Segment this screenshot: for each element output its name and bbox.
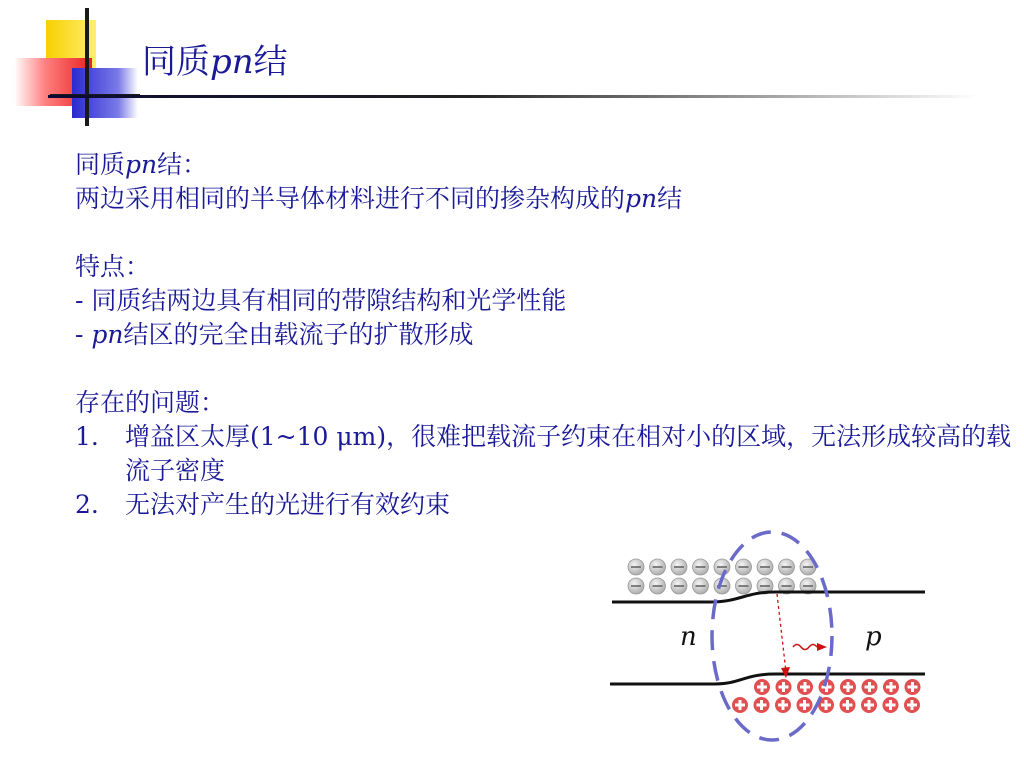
- photon-arrowhead: [817, 643, 827, 651]
- hole-symbol: [732, 697, 748, 713]
- p-region-label: p: [865, 622, 882, 652]
- electron-symbol: [779, 559, 795, 575]
- deco-blue-square: [72, 68, 138, 118]
- electron-symbol: [671, 578, 687, 594]
- hole-symbol: [840, 679, 856, 695]
- electron-symbol: [757, 559, 773, 575]
- hole-symbol: [883, 679, 899, 695]
- features-heading: 特点：: [75, 252, 151, 281]
- electron-symbol: [736, 559, 752, 575]
- hole-symbol: [797, 679, 813, 695]
- hole-symbol: [776, 679, 792, 695]
- electron-symbol: [671, 559, 687, 575]
- hole-symbol: [754, 697, 770, 713]
- definition-text: 两边采用相同的半导体材料进行不同的掺杂构成的pn结: [75, 184, 683, 213]
- electron-symbol: [628, 578, 644, 594]
- electron-symbol: [628, 559, 644, 575]
- photon-wave-icon: [793, 645, 817, 650]
- n-region-label: n: [680, 622, 697, 652]
- pn-junction-band-diagram: [600, 530, 940, 750]
- hole-symbol: [775, 697, 791, 713]
- problem-item: 1. 增益区太厚(1~10 μm)，很难把载流子约束在相对小的区域，无法形成较高的载流子密度: [75, 422, 1012, 485]
- hole-symbol: [862, 679, 878, 695]
- title-decoration: [0, 0, 140, 130]
- electron-symbol: [693, 578, 709, 594]
- problem-item: 2. 无法对产生的光进行有效约束: [75, 490, 451, 519]
- electron-symbol: [650, 559, 666, 575]
- electron-symbol: [736, 578, 752, 594]
- recombination-arrow: [777, 594, 786, 672]
- electron-symbol: [650, 578, 666, 594]
- hole-symbol: [883, 697, 899, 713]
- hole-symbol: [861, 697, 877, 713]
- page-title: 同质pn结: [142, 42, 288, 82]
- hole-symbol: [797, 697, 813, 713]
- feature-item: - 同质结两边具有相同的带隙结构和光学性能: [75, 286, 567, 315]
- title-underline: [48, 95, 978, 98]
- electron-symbol: [693, 559, 709, 575]
- feature-item: - pn结区的完全由载流子的扩散形成: [75, 320, 474, 349]
- deco-vertical-line: [85, 8, 89, 126]
- hole-symbol: [840, 697, 856, 713]
- hole-symbol: [754, 679, 770, 695]
- hole-symbol: [904, 697, 920, 713]
- definition-heading: 同质pn结：: [75, 150, 208, 179]
- problems-heading: 存在的问题：: [75, 388, 226, 417]
- hole-symbol: [905, 679, 921, 695]
- slide-body: [75, 148, 1015, 522]
- electron-symbol: [714, 559, 730, 575]
